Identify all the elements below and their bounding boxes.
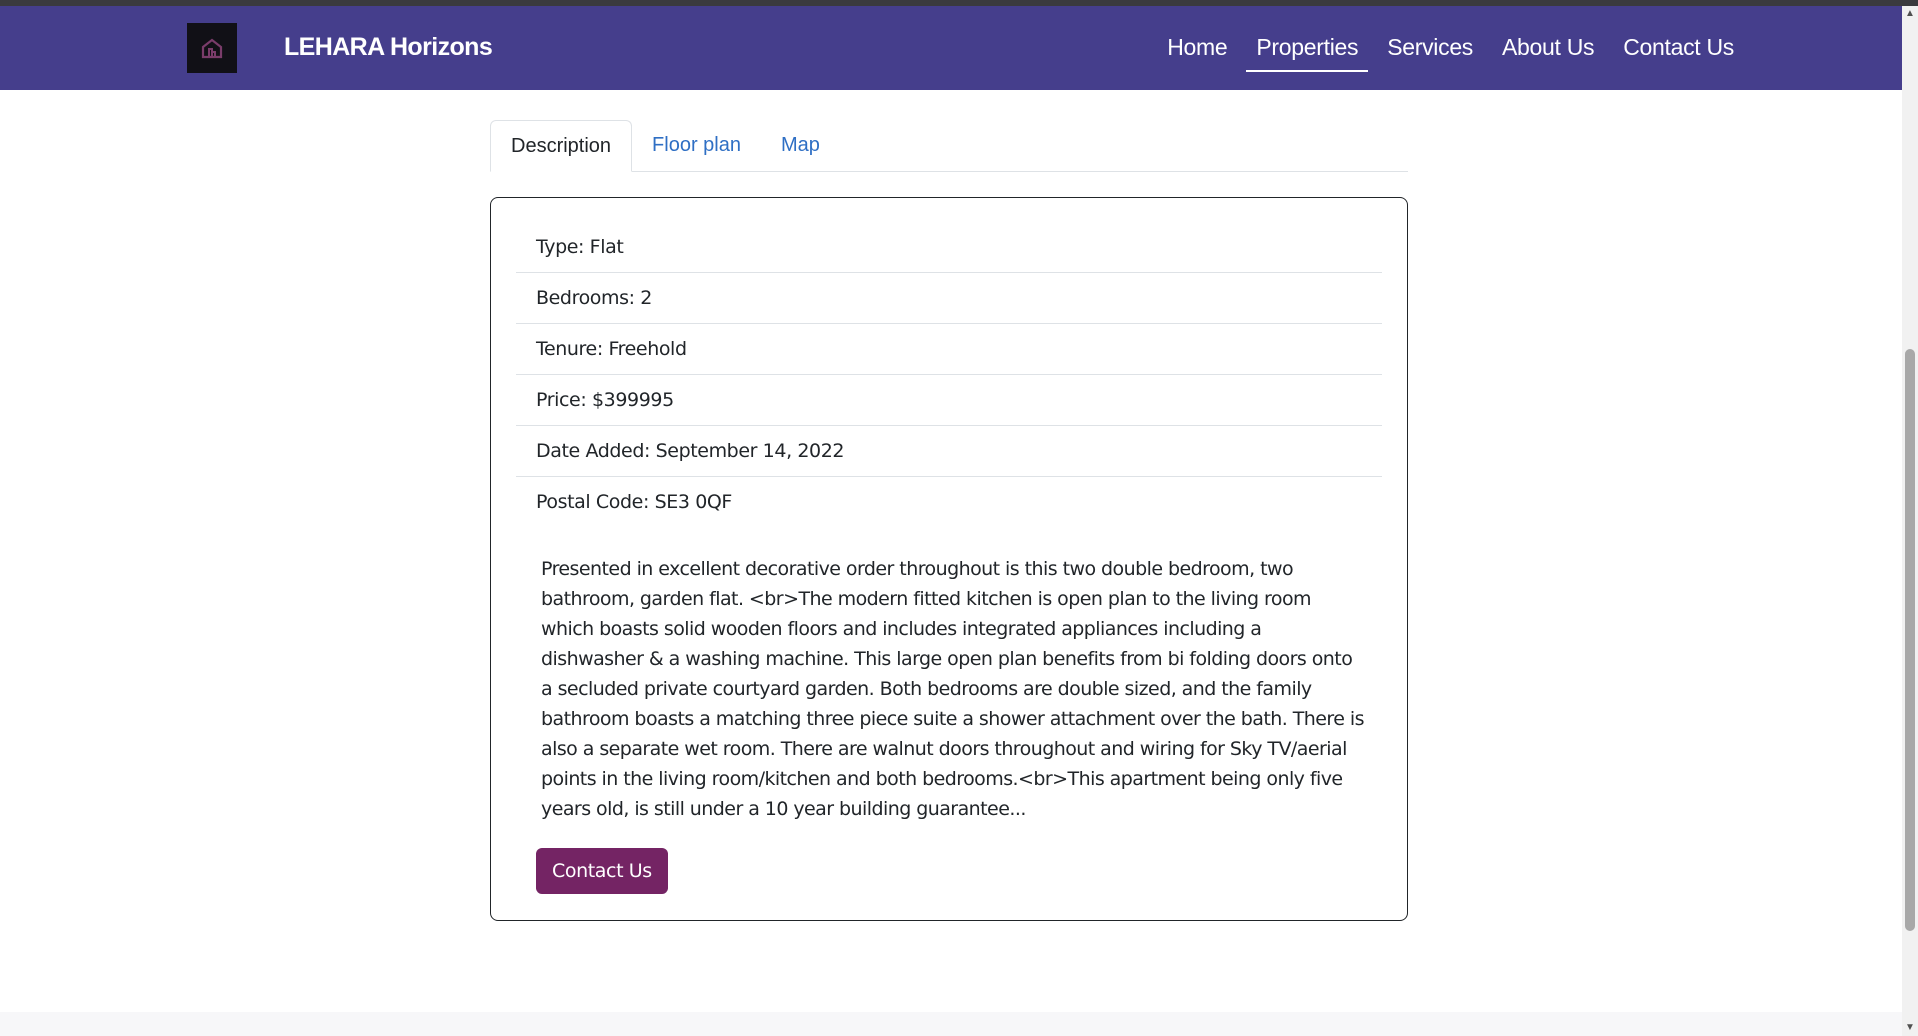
vertical-scrollbar[interactable] bbox=[1902, 6, 1918, 1036]
detail-price: Price: $399995 bbox=[516, 375, 1382, 426]
property-details-card bbox=[490, 197, 1408, 921]
detail-date-added: Date Added: September 14, 2022 bbox=[516, 426, 1382, 477]
navbar bbox=[0, 6, 1902, 90]
footer-edge bbox=[0, 1012, 1902, 1036]
brand-name[interactable]: LEHARA Horizons bbox=[284, 33, 493, 61]
tab-floor-plan[interactable]: Floor plan bbox=[652, 134, 741, 156]
detail-bedrooms: Bedrooms: 2 bbox=[516, 273, 1382, 324]
property-tabs bbox=[490, 120, 1408, 172]
detail-tenure: Tenure: Freehold bbox=[516, 324, 1382, 375]
brand-logo[interactable] bbox=[187, 23, 237, 73]
scrollbar-thumb[interactable] bbox=[1905, 349, 1915, 931]
tab-description[interactable]: Description bbox=[490, 120, 632, 172]
nav-link-contact-us[interactable]: Contact Us bbox=[1623, 34, 1734, 60]
nav-link-properties[interactable]: Properties bbox=[1246, 30, 1368, 64]
browser-top-strip bbox=[0, 0, 1918, 6]
nav-link-about-us[interactable]: About Us bbox=[1502, 34, 1595, 60]
property-details-list bbox=[516, 222, 1382, 527]
contact-us-button[interactable]: Contact Us bbox=[536, 848, 668, 894]
property-description: Presented in excellent decorative order throughout is this two double bedroom, two bathroom, garden flat. <br>The modern fitted kitchen is open plan to the living room which boasts solid wooden floors and includes integrated appliances including a dishwasher & a washing machine. This large open plan benefits from bi folding doors onto a secluded private courtyard garden. Both bedrooms are double sized, and the family bathroom boasts a matching three piece suite a shower attachment over the bath. There is also a separate wet room. There are walnut doors throughout and wiring for Sky TV/aerial points in the living room/kitchen and both bedrooms.<br>This apartment being only five years old, is still under a 10 year building guarantee... bbox=[541, 558, 1364, 820]
nav-link-home[interactable]: Home bbox=[1167, 34, 1228, 60]
nav-link-services[interactable]: Services bbox=[1387, 34, 1474, 60]
house-logo-icon bbox=[199, 35, 225, 61]
scroll-down-arrow-icon[interactable]: ▼ bbox=[1905, 1022, 1915, 1033]
detail-postal-code: Postal Code: SE3 0QF bbox=[536, 491, 732, 513]
detail-type: Type: Flat bbox=[516, 222, 1382, 273]
scroll-up-arrow-icon[interactable]: ▲ bbox=[1905, 8, 1915, 19]
nav-links bbox=[1148, 30, 1744, 64]
tab-map[interactable]: Map bbox=[780, 134, 820, 156]
